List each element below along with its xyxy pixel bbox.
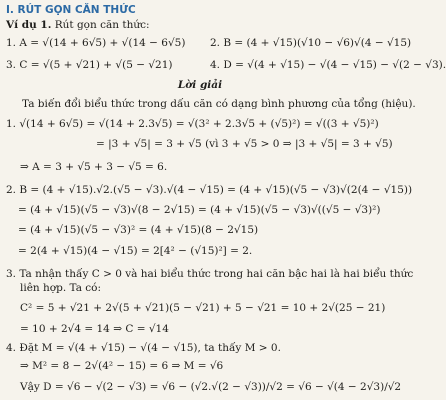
problem-1-text: 1. A = √(14 + 6√5) + √(14 − 6√5): [6, 37, 186, 49]
problem-2-text: 2. B = (4 + √15)(√10 − √6)√(4 − √15): [210, 37, 412, 49]
example-heading: [6, 19, 150, 31]
example-prompt: Rút gọn căn thức:: [54, 19, 150, 31]
solution-4-line-3: Vậy D = √6 − √(2 − √3) = √6 − (√2.√(2 − √3))/√2 = √6 − √(4 − 2√3)/√2: [20, 381, 402, 393]
solution-1-line-3: ⇒ A = 3 + √5 + 3 − √5 = 6.: [20, 161, 168, 173]
problem-2: [210, 37, 411, 49]
solution-heading: Lời giải: [177, 79, 223, 91]
example-label: Ví dụ 1.: [6, 19, 52, 31]
solution-2-line-4: = 2(4 + √15)(4 − √15) = 2[4² − (√15)²] = 2.: [18, 245, 253, 257]
problem-3-text: 3. C = √(5 + √21) + √(5 − √21): [6, 59, 173, 71]
solution-4-line-2: ⇒ M² = 8 − 2√(4² − 15) = 6 ⇒ M = √6: [20, 360, 224, 372]
solution-2-line-3: = (4 + √15)(√5 − √3)² = (4 + √15)(8 − 2√15): [18, 224, 259, 236]
problem-1: [6, 37, 185, 49]
solution-3-line-2: liên hợp. Ta có:: [20, 282, 102, 294]
solution-2-line-2: = (4 + √15)(√5 − √3)√(8 − 2√15) = (4 + √15)(√5 − √3)√((√5 − √3)²): [18, 204, 381, 216]
solution-3-line-3: C² = 5 + √21 + 2√(5 + √21)(5 − √21) + 5 − √21 = 10 + 2√(25 − 21): [20, 302, 386, 314]
section-title: I. RÚT GỌN CĂN THỨC: [6, 4, 136, 16]
solution-3-line-4: = 10 + 2√4 = 14 ⇒ C = √14: [20, 323, 169, 335]
solution-2-line-1: 2. B = (4 + √15).√2.(√5 − √3).√(4 − √15) = (4 + √15)(√5 − √3)√(2(4 − √15)): [6, 184, 413, 196]
problem-4-text: 4. D = √(4 + √15) − √(4 − √15) − √(2 − √3).: [210, 59, 446, 71]
solution-4-line-1: 4. Đặt M = √(4 + √15) − √(4 − √15), ta thấy M > 0.: [6, 342, 281, 354]
solution-3-line-1: 3. Ta nhận thấy C > 0 và hai biểu thức trong hai căn bậc hai là hai biểu thức: [6, 268, 414, 280]
problem-4: [210, 59, 446, 71]
solution-1-line-2: = |3 + √5| = 3 + √5 (vì 3 + √5 > 0 ⇒ |3 + √5| = 3 + √5): [96, 138, 393, 150]
solution-1-line-1: 1. √(14 + 6√5) = √(14 + 2.3√5) = √(3² + 2.3√5 + (√5)²) = √((3 + √5)²): [6, 118, 379, 130]
problem-3: [6, 59, 173, 71]
intro-text: Ta biến đổi biểu thức trong dấu căn có dạng bình phương của tổng (hiệu).: [22, 98, 416, 110]
